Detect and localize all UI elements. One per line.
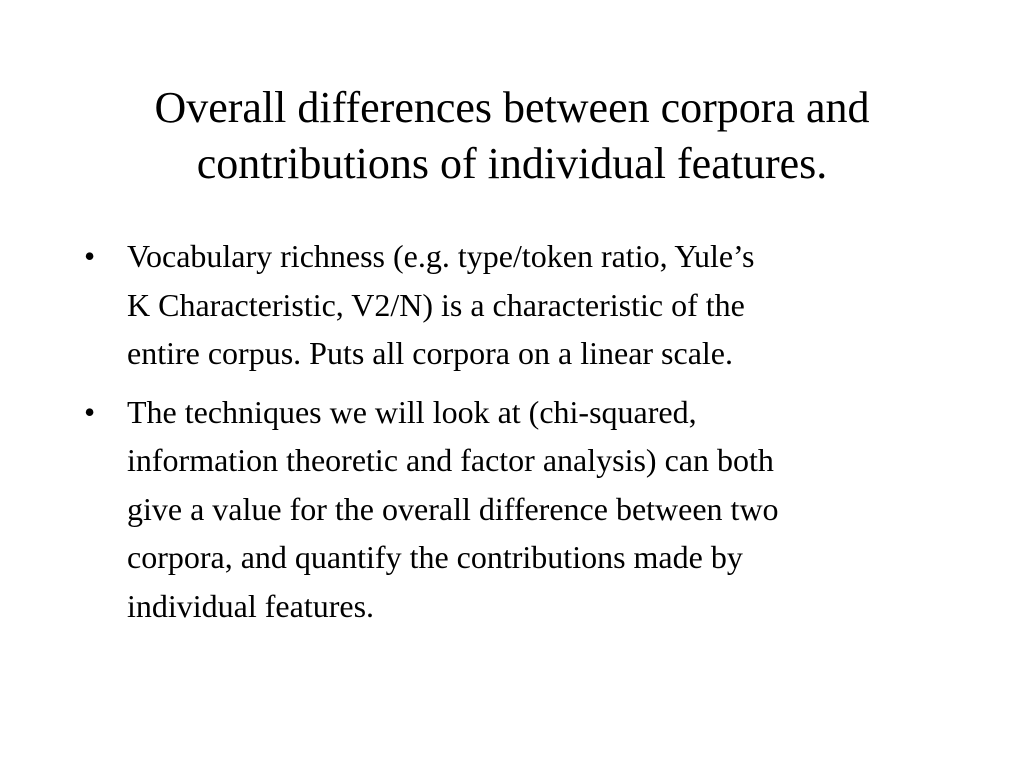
bullet-line: K Characteristic, V2/N) is a characteristic of the <box>127 286 745 323</box>
bullet-item-techniques <box>80 388 960 631</box>
bullet-line: information theoretic and factor analysis) can both <box>127 442 774 478</box>
bullet-line: Vocabulary richness (e.g. type/token ratio, Yule’s <box>127 238 755 274</box>
slide-title <box>60 80 964 192</box>
bullet-line: The techniques we will look at (chi-squared, <box>127 393 697 430</box>
bullet-line: entire corpus. Puts all corpora on a linear scale. <box>127 335 733 371</box>
bullet-text <box>127 232 960 378</box>
title-line: Overall differences between corpora and <box>154 83 870 132</box>
bullet-icon: • <box>84 238 96 274</box>
bullet-line: give a value for the overall difference between two <box>127 490 779 527</box>
bullet-item-vocabulary-richness <box>80 232 960 378</box>
title-line: contributions of individual features. <box>196 139 828 188</box>
bullet-line: individual features. <box>127 587 375 624</box>
bullet-line: corpora, and quantify the contributions made by <box>127 539 743 575</box>
bullet-icon: • <box>84 393 96 430</box>
bullet-text <box>127 388 960 631</box>
bullet-list <box>80 232 960 640</box>
